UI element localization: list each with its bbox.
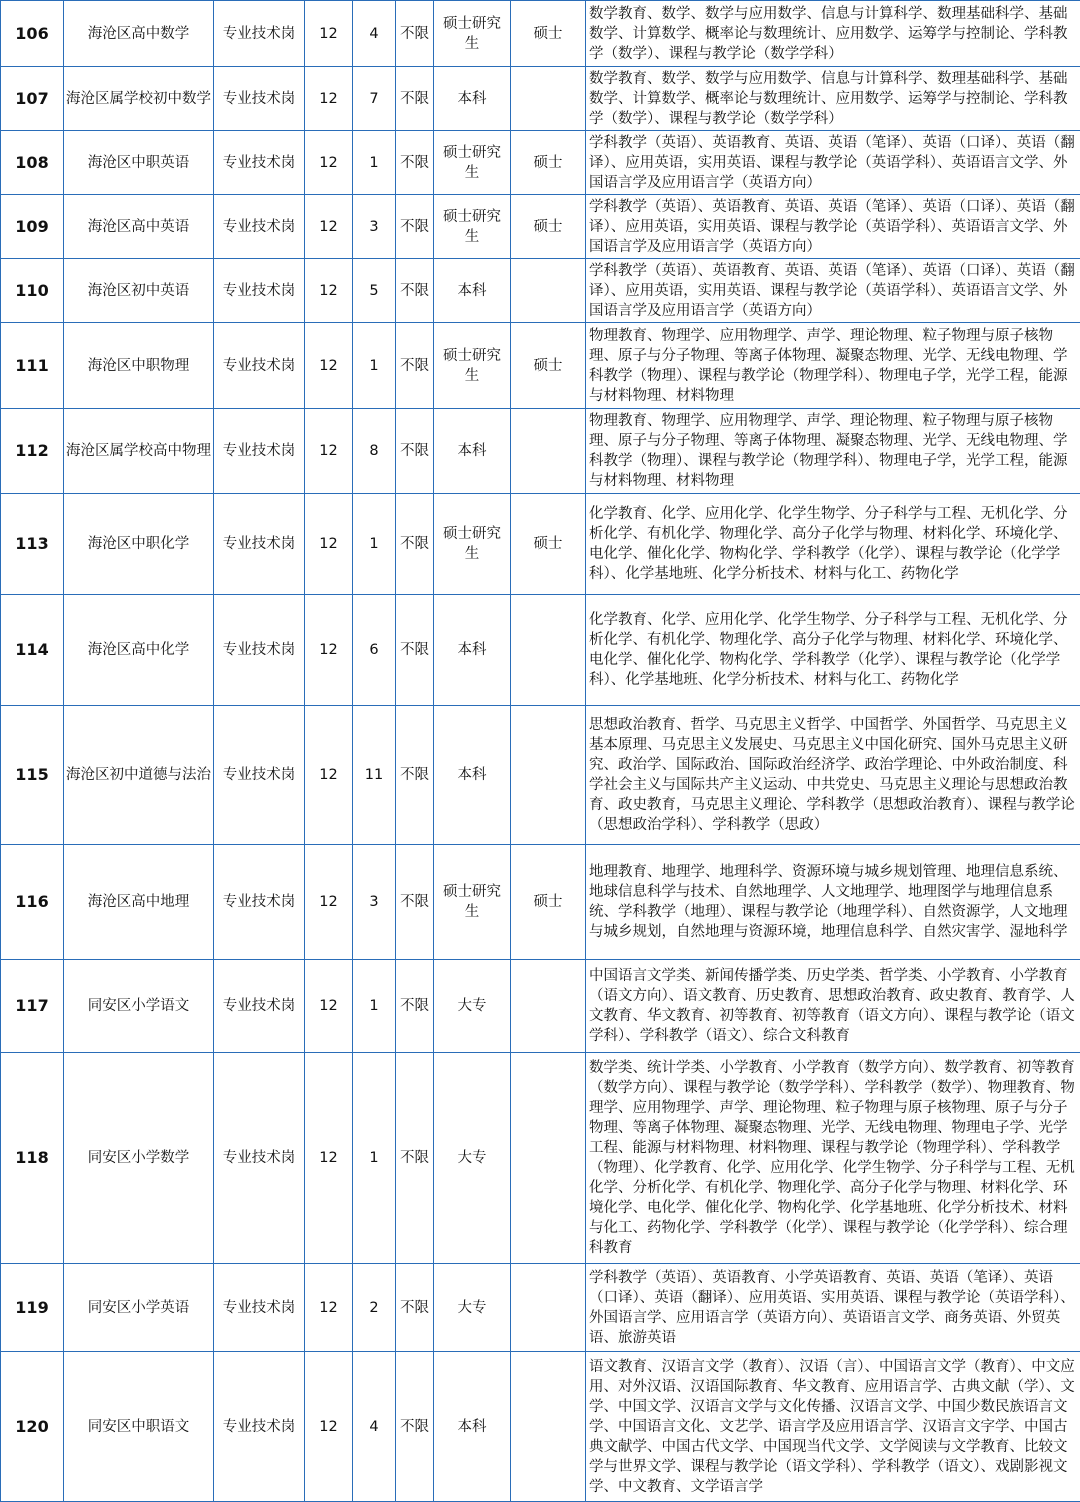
- requirement-cell: 不限: [396, 706, 434, 845]
- education-cell: 硕士研究生: [434, 195, 511, 259]
- headcount-cell: 2: [353, 1264, 396, 1352]
- row-id-cell: 112: [1, 409, 64, 494]
- requirement-cell: 不限: [396, 195, 434, 259]
- row-id-cell: 116: [1, 845, 64, 960]
- post-category-cell: 专业技术岗: [214, 960, 305, 1053]
- headcount-cell: 8: [353, 409, 396, 494]
- hiring-unit-cell: 同安区小学语文: [64, 960, 214, 1053]
- hiring-unit-cell: 海沧区初中英语: [64, 259, 214, 323]
- table-row: [1, 1053, 1080, 1264]
- education-cell: 硕士研究生: [434, 131, 511, 195]
- post-level-cell: 12: [305, 131, 353, 195]
- post-category-cell: 专业技术岗: [214, 409, 305, 494]
- post-category-cell: 专业技术岗: [214, 1264, 305, 1352]
- requirement-cell: 不限: [396, 960, 434, 1053]
- requirement-cell: 不限: [396, 1264, 434, 1352]
- degree-cell: [511, 595, 586, 706]
- post-level-cell: 12: [305, 595, 353, 706]
- headcount-cell: 1: [353, 494, 396, 595]
- major-requirements-cell: 语文教育、汉语言文学（教育）、汉语（言）、中国语言文学（教育）、中文应用、对外汉语、汉语国际教育、华文教育、应用语言学、古典文献（学）、文学、中国文学、汉语言文学与文化传播、汉语言文学、中国少数民族语言文学、中国语言文化、文艺学、语言学及应用语言学、汉语言文字学、中国古典文献学、中国古代文学、中国现当代文学、文学阅读与文学教育、比较文学与世界文学、课程与教学论（语文学科）、学科教学（语文）、戏剧影视文学、中文教育、文学语言学: [586, 1352, 1080, 1502]
- major-requirements-cell: 学科教学（英语）、英语教育、英语、英语（笔译）、英语（口译）、英语（翻译）、应用英语，实用英语、课程与教学论（英语学科）、英语语言文学、外国语言学及应用语言学（英语方向）: [586, 195, 1080, 259]
- hiring-unit-cell: 海沧区高中化学: [64, 595, 214, 706]
- headcount-cell: 5: [353, 259, 396, 323]
- table-row: [1, 1352, 1080, 1502]
- degree-cell: [511, 706, 586, 845]
- post-category-cell: 专业技术岗: [214, 494, 305, 595]
- row-id-cell: 120: [1, 1352, 64, 1502]
- education-cell: 硕士研究生: [434, 1, 511, 67]
- major-requirements-cell: 数学教育、数学、数学与应用数学、信息与计算科学、数理基础科学、基础数学、计算数学、概率论与数理统计、应用数学、运筹学与控制论、学科教学（数学）、课程与教学论（数学学科）: [586, 1, 1080, 67]
- major-requirements-cell: 学科教学（英语）、英语教育、小学英语教育、英语、英语（笔译）、英语（口译）、英语（翻译）、应用英语、实用英语、课程与教学论（英语学科）、外国语言学、应用语言学（英语方向）、英语语言文学、商务英语、外贸英语、旅游英语: [586, 1264, 1080, 1352]
- row-id-cell: 114: [1, 595, 64, 706]
- headcount-cell: 1: [353, 1053, 396, 1264]
- education-cell: 本科: [434, 706, 511, 845]
- post-category-cell: 专业技术岗: [214, 595, 305, 706]
- table-row: [1, 494, 1080, 595]
- row-id-cell: 119: [1, 1264, 64, 1352]
- degree-cell: 硕士: [511, 323, 586, 409]
- education-cell: 大专: [434, 960, 511, 1053]
- requirement-cell: 不限: [396, 259, 434, 323]
- post-category-cell: 专业技术岗: [214, 1053, 305, 1264]
- headcount-cell: 1: [353, 131, 396, 195]
- education-cell: 本科: [434, 67, 511, 131]
- requirement-cell: 不限: [396, 1, 434, 67]
- post-category-cell: 专业技术岗: [214, 845, 305, 960]
- headcount-cell: 11: [353, 706, 396, 845]
- post-category-cell: 专业技术岗: [214, 323, 305, 409]
- post-level-cell: 12: [305, 1053, 353, 1264]
- post-category-cell: 专业技术岗: [214, 259, 305, 323]
- education-cell: 本科: [434, 595, 511, 706]
- degree-cell: [511, 409, 586, 494]
- headcount-cell: 4: [353, 1, 396, 67]
- post-level-cell: 12: [305, 494, 353, 595]
- hiring-unit-cell: 海沧区中职物理: [64, 323, 214, 409]
- post-level-cell: 12: [305, 1, 353, 67]
- headcount-cell: 1: [353, 323, 396, 409]
- post-category-cell: 专业技术岗: [214, 67, 305, 131]
- post-level-cell: 12: [305, 706, 353, 845]
- table-row: [1, 131, 1080, 195]
- major-requirements-cell: 物理教育、物理学、应用物理学、声学、理论物理、粒子物理与原子核物理、原子与分子物理、等离子体物理、凝聚态物理、光学、无线电物理、学科教学（物理）、课程与教学论（物理学科）、物理电子学，光学工程，能源与材料物理、材料物理: [586, 409, 1080, 494]
- post-level-cell: 12: [305, 323, 353, 409]
- requirement-cell: 不限: [396, 845, 434, 960]
- major-requirements-cell: 中国语言文学类、新闻传播学类、历史学类、哲学类、小学教育、小学教育（语文方向）、语文教育、历史教育、思想政治教育、政史教育、教育学、人文教育、华文教育、初等教育、初等教育（语文方向）、课程与教学论（语文学科）、学科教学（语文）、综合文科教育: [586, 960, 1080, 1053]
- degree-cell: 硕士: [511, 195, 586, 259]
- row-id-cell: 111: [1, 323, 64, 409]
- hiring-unit-cell: 海沧区高中英语: [64, 195, 214, 259]
- hiring-unit-cell: 海沧区属学校初中数学: [64, 67, 214, 131]
- education-cell: 大专: [434, 1053, 511, 1264]
- table-row: [1, 195, 1080, 259]
- row-id-cell: 115: [1, 706, 64, 845]
- degree-cell: 硕士: [511, 1, 586, 67]
- table-row: [1, 960, 1080, 1053]
- headcount-cell: 1: [353, 960, 396, 1053]
- requirement-cell: 不限: [396, 323, 434, 409]
- hiring-unit-cell: 海沧区初中道德与法治: [64, 706, 214, 845]
- hiring-unit-cell: 同安区小学数学: [64, 1053, 214, 1264]
- education-cell: 硕士研究生: [434, 323, 511, 409]
- degree-cell: 硕士: [511, 845, 586, 960]
- table-row: [1, 1, 1080, 67]
- row-id-cell: 108: [1, 131, 64, 195]
- table-row: [1, 67, 1080, 131]
- degree-cell: [511, 960, 586, 1053]
- major-requirements-cell: 物理教育、物理学、应用物理学、声学、理论物理、粒子物理与原子核物理、原子与分子物理、等离子体物理、凝聚态物理、光学、无线电物理、学科教学（物理）、课程与教学论（物理学科）、物理电子学，光学工程，能源与材料物理、材料物理: [586, 323, 1080, 409]
- row-id-cell: 113: [1, 494, 64, 595]
- requirement-cell: 不限: [396, 494, 434, 595]
- row-id-cell: 110: [1, 259, 64, 323]
- major-requirements-cell: 化学教育、化学、应用化学、化学生物学、分子科学与工程、无机化学、分析化学、有机化学、物理化学、高分子化学与物理、材料化学、环境化学、电化学、催化化学、物构化学、学科教学（化学）、课程与教学论（化学学科）、化学基地班、化学分析技术、材料与化工、药物化学: [586, 595, 1080, 706]
- degree-cell: 硕士: [511, 494, 586, 595]
- hiring-unit-cell: 同安区中职语文: [64, 1352, 214, 1502]
- table-row: [1, 595, 1080, 706]
- row-id-cell: 117: [1, 960, 64, 1053]
- degree-cell: [511, 67, 586, 131]
- degree-cell: 硕士: [511, 131, 586, 195]
- degree-cell: [511, 259, 586, 323]
- post-level-cell: 12: [305, 845, 353, 960]
- post-level-cell: 12: [305, 409, 353, 494]
- post-level-cell: 12: [305, 195, 353, 259]
- headcount-cell: 7: [353, 67, 396, 131]
- hiring-unit-cell: 同安区小学英语: [64, 1264, 214, 1352]
- post-category-cell: 专业技术岗: [214, 1352, 305, 1502]
- education-cell: 本科: [434, 259, 511, 323]
- table-row: [1, 409, 1080, 494]
- headcount-cell: 6: [353, 595, 396, 706]
- post-level-cell: 12: [305, 259, 353, 323]
- post-level-cell: 12: [305, 1352, 353, 1502]
- major-requirements-cell: 数学类、统计学类、小学教育、小学教育（数学方向）、数学教育、初等教育（数学方向）、课程与教学论（数学学科）、学科教学（数学）、物理教育、物理学、应用物理学、声学、理论物理、粒子物理与原子核物理、原子与分子物理、等离子体物理、凝聚态物理、光学、无线电物理、物理电子学、光学工程、能源与材料物理、材料物理、课程与教学论（物理学科）、学科教学（物理）、化学教育、化学、应用化学、化学生物学、分子科学与工程、无机化学、分析化学、有机化学、物理化学、高分子化学与物理、材料化学、环境化学、电化学、催化化学、物构化学、化学基地班、化学分析技术、材料与化工、药物化学、学科教学（化学）、课程与教学论（化学学科）、综合理科教育: [586, 1053, 1080, 1264]
- hiring-unit-cell: 海沧区中职化学: [64, 494, 214, 595]
- headcount-cell: 3: [353, 845, 396, 960]
- table-row: [1, 1264, 1080, 1352]
- education-cell: 本科: [434, 409, 511, 494]
- major-requirements-cell: 地理教育、地理学、地理科学、资源环境与城乡规划管理、地理信息系统、地球信息科学与技术、自然地理学、人文地理学、地理图学与地理信息系统、学科教学（地理）、课程与教学论（地理学科）、自然资源学，人文地理与城乡规划，自然地理与资源环境，地理信息科学、自然灾害学、湿地科学: [586, 845, 1080, 960]
- row-id-cell: 106: [1, 1, 64, 67]
- post-category-cell: 专业技术岗: [214, 706, 305, 845]
- major-requirements-cell: 学科教学（英语）、英语教育、英语、英语（笔译）、英语（口译）、英语（翻译）、应用英语，实用英语、课程与教学论（英语学科）、英语语言文学、外国语言学及应用语言学（英语方向）: [586, 131, 1080, 195]
- row-id-cell: 109: [1, 195, 64, 259]
- headcount-cell: 4: [353, 1352, 396, 1502]
- hiring-unit-cell: 海沧区属学校高中物理: [64, 409, 214, 494]
- table-row: [1, 323, 1080, 409]
- post-level-cell: 12: [305, 67, 353, 131]
- post-category-cell: 专业技术岗: [214, 1, 305, 67]
- requirement-cell: 不限: [396, 131, 434, 195]
- hiring-unit-cell: 海沧区高中数学: [64, 1, 214, 67]
- requirement-cell: 不限: [396, 1352, 434, 1502]
- table-row: [1, 259, 1080, 323]
- row-id-cell: 107: [1, 67, 64, 131]
- requirement-cell: 不限: [396, 595, 434, 706]
- education-cell: 本科: [434, 1352, 511, 1502]
- post-level-cell: 12: [305, 960, 353, 1053]
- major-requirements-cell: 化学教育、化学、应用化学、化学生物学、分子科学与工程、无机化学、分析化学、有机化学、物理化学、高分子化学与物理、材料化学、环境化学、电化学、催化化学、物构化学、学科教学（化学）、课程与教学论（化学学科）、化学基地班、化学分析技术、材料与化工、药物化学: [586, 494, 1080, 595]
- education-cell: 硕士研究生: [434, 845, 511, 960]
- post-level-cell: 12: [305, 1264, 353, 1352]
- degree-cell: [511, 1264, 586, 1352]
- degree-cell: [511, 1053, 586, 1264]
- post-category-cell: 专业技术岗: [214, 131, 305, 195]
- requirement-cell: 不限: [396, 67, 434, 131]
- row-id-cell: 118: [1, 1053, 64, 1264]
- table-row: [1, 706, 1080, 845]
- table-row: [1, 845, 1080, 960]
- requirement-cell: 不限: [396, 409, 434, 494]
- major-requirements-cell: 思想政治教育、哲学、马克思主义哲学、中国哲学、外国哲学、马克思主义基本原理、马克思主义发展史、马克思主义中国化研究、国外马克思主义研究、政治学、国际政治、国际政治经济学、政治学理论、中外政治制度、科学社会主义与国际共产主义运动、中共党史、马克思主义理论与思想政治教育、政史教育，马克思主义理论、学科教学（思想政治教育）、课程与教学论（思想政治学科）、学科教学（思政）: [586, 706, 1080, 845]
- education-cell: 硕士研究生: [434, 494, 511, 595]
- hiring-unit-cell: 海沧区高中地理: [64, 845, 214, 960]
- education-cell: 大专: [434, 1264, 511, 1352]
- major-requirements-cell: 学科教学（英语）、英语教育、英语、英语（笔译）、英语（口译）、英语（翻译）、应用英语，实用英语、课程与教学论（英语学科）、英语语言文学、外国语言学及应用语言学（英语方向）: [586, 259, 1080, 323]
- headcount-cell: 3: [353, 195, 396, 259]
- hiring-unit-cell: 海沧区中职英语: [64, 131, 214, 195]
- major-requirements-cell: 数学教育、数学、数学与应用数学、信息与计算科学、数理基础科学、基础数学、计算数学、概率论与数理统计、应用数学、运筹学与控制论、学科教学（数学）、课程与教学论（数学学科）: [586, 67, 1080, 131]
- requirement-cell: 不限: [396, 1053, 434, 1264]
- degree-cell: [511, 1352, 586, 1502]
- post-category-cell: 专业技术岗: [214, 195, 305, 259]
- table-body: [1, 1, 1080, 1502]
